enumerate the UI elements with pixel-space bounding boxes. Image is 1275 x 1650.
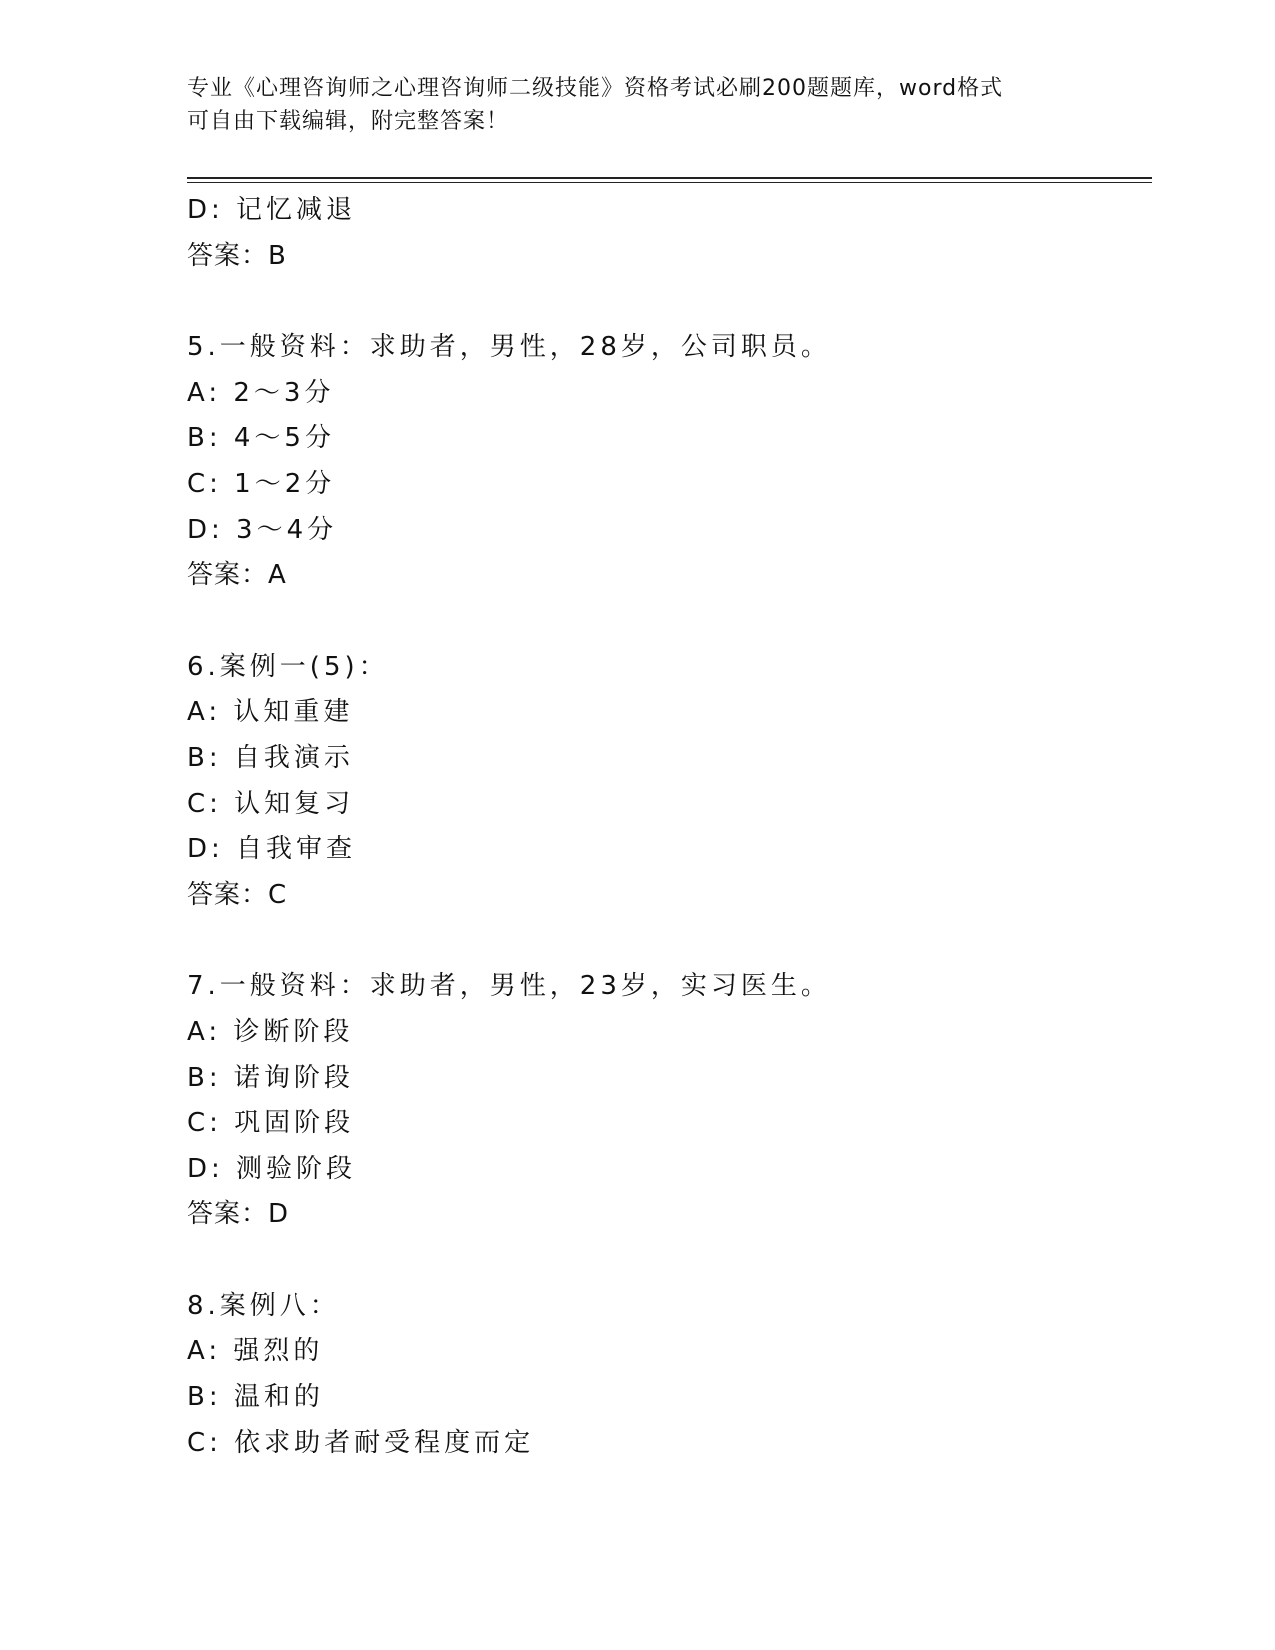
answer-line: 答案：D xyxy=(187,1199,290,1230)
option-a: A: 2～3分 xyxy=(187,377,335,408)
document-header xyxy=(187,72,1087,138)
header-divider xyxy=(187,177,1152,183)
option-a: A: 认知重建 xyxy=(187,697,354,728)
spacer xyxy=(187,279,1147,325)
spacer xyxy=(187,918,1147,964)
spacer xyxy=(187,599,1147,645)
question-stem: 5.一般资料：求助者，男性，28岁，公司职员。 xyxy=(187,332,831,363)
answer-line: 答案：C xyxy=(187,879,288,910)
header-line-2: 可自由下载编辑，附完整答案！ xyxy=(187,109,510,134)
option-d: D: 3～4分 xyxy=(187,514,338,545)
document-body xyxy=(187,188,1147,1466)
question-stem: 7.一般资料：求助者，男性，23岁，实习医生。 xyxy=(187,971,831,1002)
option-c: C: 认知复习 xyxy=(187,788,355,819)
question-5 xyxy=(187,325,1147,599)
question-stem: 8.案例八： xyxy=(187,1290,340,1321)
prev-option-d: D: 记忆减退 xyxy=(187,195,357,225)
option-c: C: 1～2分 xyxy=(187,468,336,499)
question-stem: 6.案例一(5)： xyxy=(187,651,389,682)
option-c: C: 巩固阶段 xyxy=(187,1108,355,1139)
question-8 xyxy=(187,1284,1147,1466)
option-b: B: 4～5分 xyxy=(187,423,335,454)
option-c: C: 依求助者耐受程度而定 xyxy=(187,1427,535,1458)
option-a: A: 诊断阶段 xyxy=(187,1016,354,1047)
question-7 xyxy=(187,964,1147,1238)
option-d: D: 测验阶段 xyxy=(187,1153,357,1184)
option-a: A: 强烈的 xyxy=(187,1336,324,1367)
option-b: B: 诺询阶段 xyxy=(187,1062,354,1093)
prev-answer: 答案：B xyxy=(187,240,287,271)
option-d: D: 自我审查 xyxy=(187,834,357,865)
option-b: B: 自我演示 xyxy=(187,742,354,773)
question-6 xyxy=(187,645,1147,919)
header-line-1: 专业《心理咨询师之心理咨询师二级技能》资格考试必刷200题题库，word格式 xyxy=(187,76,1004,101)
spacer xyxy=(187,1238,1147,1284)
answer-line: 答案：A xyxy=(187,560,287,591)
option-b: B: 温和的 xyxy=(187,1382,324,1413)
